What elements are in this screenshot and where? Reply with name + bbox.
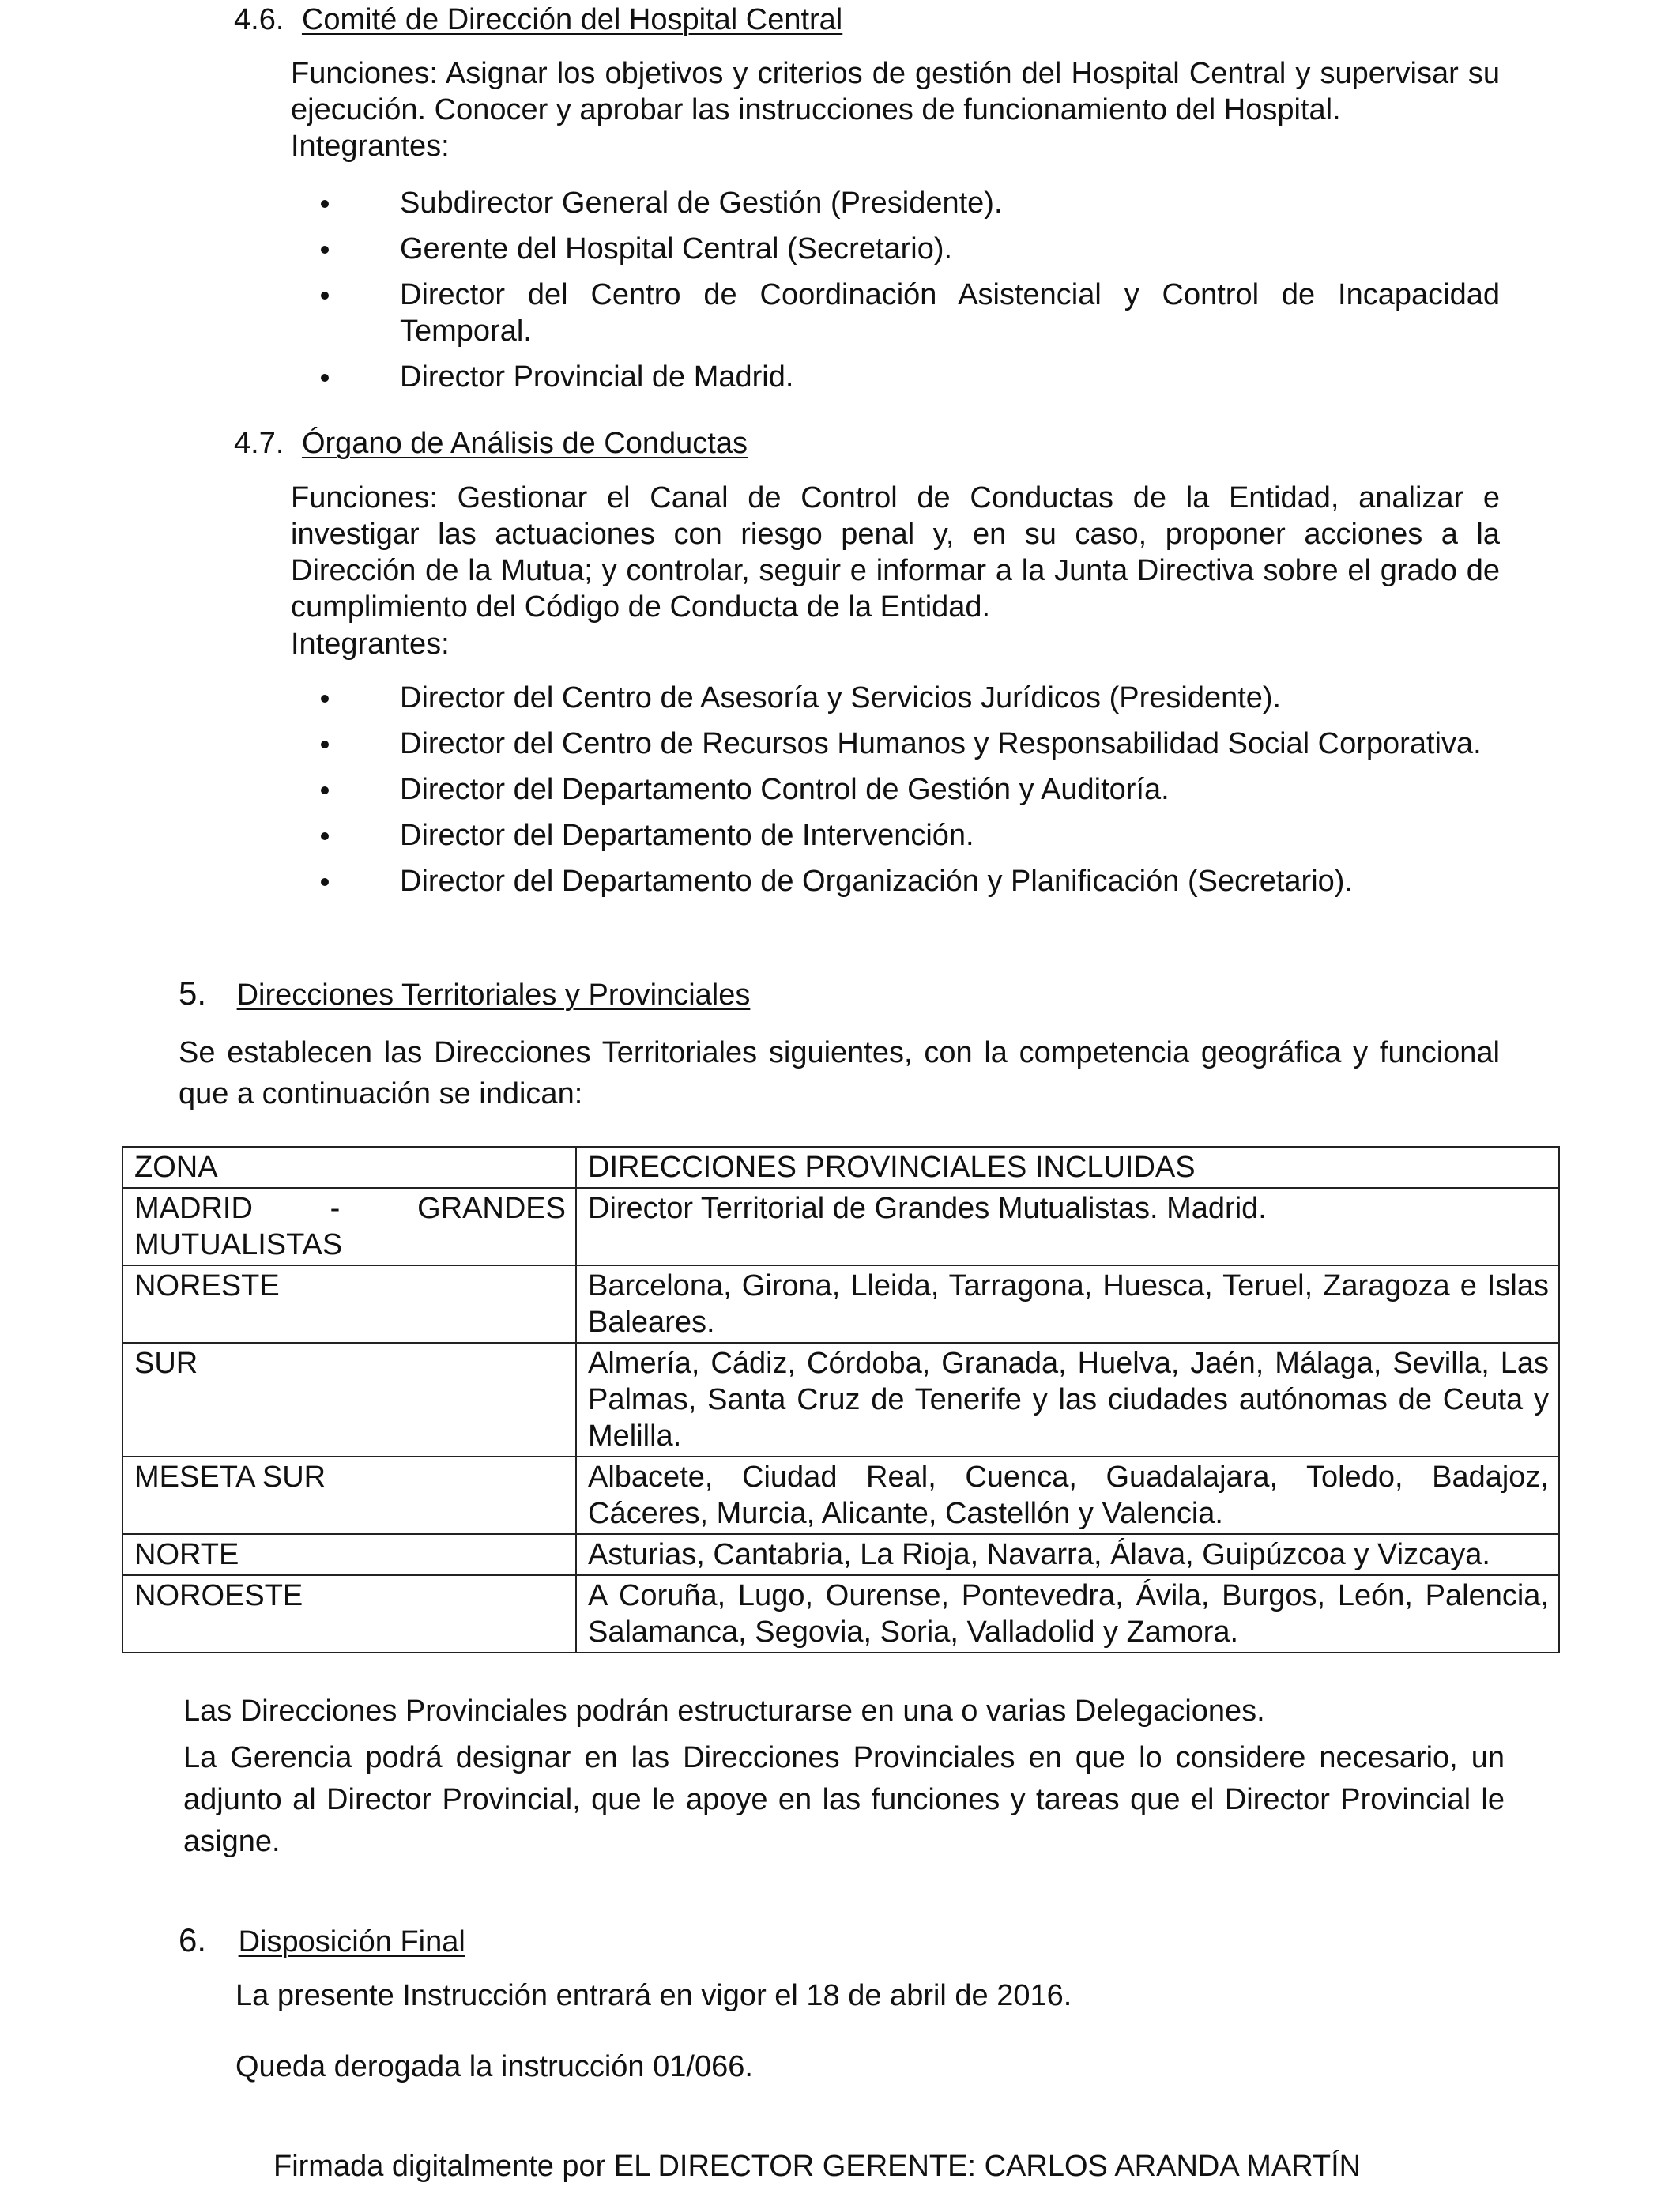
section-6-paragraph-2: Queda derogada la instrucción 01/066. bbox=[235, 2050, 753, 2083]
bullet-icon bbox=[321, 741, 329, 748]
bullet-icon bbox=[321, 200, 329, 208]
section-4-6-integrantes-label: Integrantes: bbox=[291, 130, 450, 163]
list-item: Director del Centro de Recursos Humanos y Responsabilidad Social Corporativa. bbox=[291, 726, 1500, 762]
zone-cell: NORESTE bbox=[122, 1265, 576, 1343]
section-5-paragraph-1: Las Direcciones Provinciales podrán estructurarse en una o varias Delegaciones. bbox=[183, 1695, 1265, 1728]
section-title: Disposición Final bbox=[238, 1925, 465, 1958]
table-row bbox=[122, 1575, 1559, 1653]
section-6-paragraph-1: La presente Instrucción entrará en vigor el 18 de abril de 2016. bbox=[235, 1979, 1072, 2012]
directions-cell: Asturias, Cantabria, La Rioja, Navarra, Álava, Guipúzcoa y Vizcaya. bbox=[576, 1534, 1559, 1575]
zone-cell: MADRID - GRANDES MUTUALISTAS bbox=[122, 1188, 576, 1265]
list-item: Director del Departamento de Organización y Planificación (Secretario). bbox=[291, 863, 1500, 899]
section-5-intro: Se establecen las Direcciones Territoriales siguientes, con la competencia geográfica y funcional que a continuación se indican: bbox=[179, 1036, 1500, 1110]
table-row bbox=[122, 1188, 1559, 1265]
zone-name-line: MADRID - GRANDES bbox=[134, 1192, 566, 1225]
bullet-icon bbox=[321, 374, 329, 382]
section-4-6-heading bbox=[234, 2, 842, 38]
table-header-zona: ZONA bbox=[122, 1147, 576, 1188]
bullet-icon bbox=[321, 786, 329, 794]
section-number: 5. bbox=[179, 974, 207, 1012]
table-row bbox=[122, 1457, 1559, 1534]
zone-cell: NOROESTE bbox=[122, 1575, 576, 1653]
section-title: Comité de Dirección del Hospital Central bbox=[301, 3, 843, 36]
digital-signature-line: Firmada digitalmente por EL DIRECTOR GERENTE: CARLOS ARANDA MARTÍN bbox=[273, 2150, 1362, 2183]
list-item: Director del Centro de Coordinación Asistencial y Control de Incapacidad Temporal. bbox=[291, 277, 1500, 349]
section-title: Órgano de Análisis de Conductas bbox=[301, 427, 748, 460]
section-number: 4.7. bbox=[234, 427, 284, 460]
section-6-heading bbox=[179, 1922, 465, 1960]
zone-cell: NORTE bbox=[122, 1534, 576, 1575]
directions-cell: Albacete, Ciudad Real, Cuenca, Guadalajara, Toledo, Badajoz, Cáceres, Murcia, Alicante, Castellón y Valencia. bbox=[576, 1457, 1559, 1534]
section-4-6-funciones: Funciones: Asignar los objetivos y criterios de gestión del Hospital Central y supervisar su ejecución. Conocer y aprobar las instrucciones de funcionamiento del Hospital. bbox=[291, 57, 1500, 126]
section-4-7-members-list bbox=[291, 680, 1500, 909]
bullet-icon bbox=[321, 695, 329, 703]
zone-cell: SUR bbox=[122, 1343, 576, 1457]
section-number: 6. bbox=[179, 1921, 207, 1958]
list-item: Subdirector General de Gestión (Presidente). bbox=[291, 185, 1500, 221]
directions-cell: Almería, Cádiz, Córdoba, Granada, Huelva, Jaén, Málaga, Sevilla, Las Palmas, Santa Cruz de Tenerife y las ciudades autónomas de Ceuta y Melilla. bbox=[576, 1343, 1559, 1457]
list-item: Director del Departamento de Intervención. bbox=[291, 817, 1500, 854]
bullet-icon bbox=[321, 246, 329, 254]
section-4-6-members-list bbox=[291, 185, 1500, 405]
section-title: Direcciones Territoriales y Provinciales bbox=[236, 978, 751, 1012]
list-item: Director del Departamento Control de Gestión y Auditoría. bbox=[291, 771, 1500, 808]
bullet-icon bbox=[321, 292, 329, 300]
section-4-7-heading bbox=[234, 425, 748, 462]
section-5-paragraph-2: La Gerencia podrá designar en las Direcciones Provinciales en que lo considere necesario, un adjunto al Director Provincial, que le apoye en las funciones y tareas que el Director Provincial le asigne. bbox=[183, 1741, 1505, 1858]
table-header-direcciones: DIRECCIONES PROVINCIALES INCLUIDAS bbox=[576, 1147, 1559, 1188]
list-item: Director del Centro de Asesoría y Servicios Jurídicos (Presidente). bbox=[291, 680, 1500, 716]
section-number: 4.6. bbox=[234, 3, 284, 36]
bullet-icon bbox=[321, 832, 329, 840]
table-row bbox=[122, 1265, 1559, 1343]
list-item: Director Provincial de Madrid. bbox=[291, 359, 1500, 395]
table-row bbox=[122, 1343, 1559, 1457]
table-row bbox=[122, 1534, 1559, 1575]
table-header-row bbox=[122, 1147, 1559, 1188]
section-4-7-integrantes-label: Integrantes: bbox=[291, 628, 450, 661]
bullet-icon bbox=[321, 878, 329, 886]
section-4-7-funciones: Funciones: Gestionar el Canal de Control de Conductas de la Entidad, analizar e investigar las actuaciones con riesgo penal y, en su caso, proponer acciones a la Dirección de la Mutua; y controlar, seguir e informar a la Junta Directiva sobre el grado de cumplimiento del Código de Conducta de la Entidad. bbox=[291, 481, 1500, 624]
zone-cell: MESETA SUR bbox=[122, 1457, 576, 1534]
directions-cell: A Coruña, Lugo, Ourense, Pontevedra, Ávila, Burgos, León, Palencia, Salamanca, Segovia, Soria, Valladolid y Zamora. bbox=[576, 1575, 1559, 1653]
directions-cell: Director Territorial de Grandes Mutualistas. Madrid. bbox=[576, 1188, 1559, 1265]
zones-table bbox=[122, 1146, 1560, 1653]
list-item: Gerente del Hospital Central (Secretario). bbox=[291, 231, 1500, 267]
section-5-heading bbox=[179, 975, 750, 1013]
directions-cell: Barcelona, Girona, Lleida, Tarragona, Huesca, Teruel, Zaragoza e Islas Baleares. bbox=[576, 1265, 1559, 1343]
